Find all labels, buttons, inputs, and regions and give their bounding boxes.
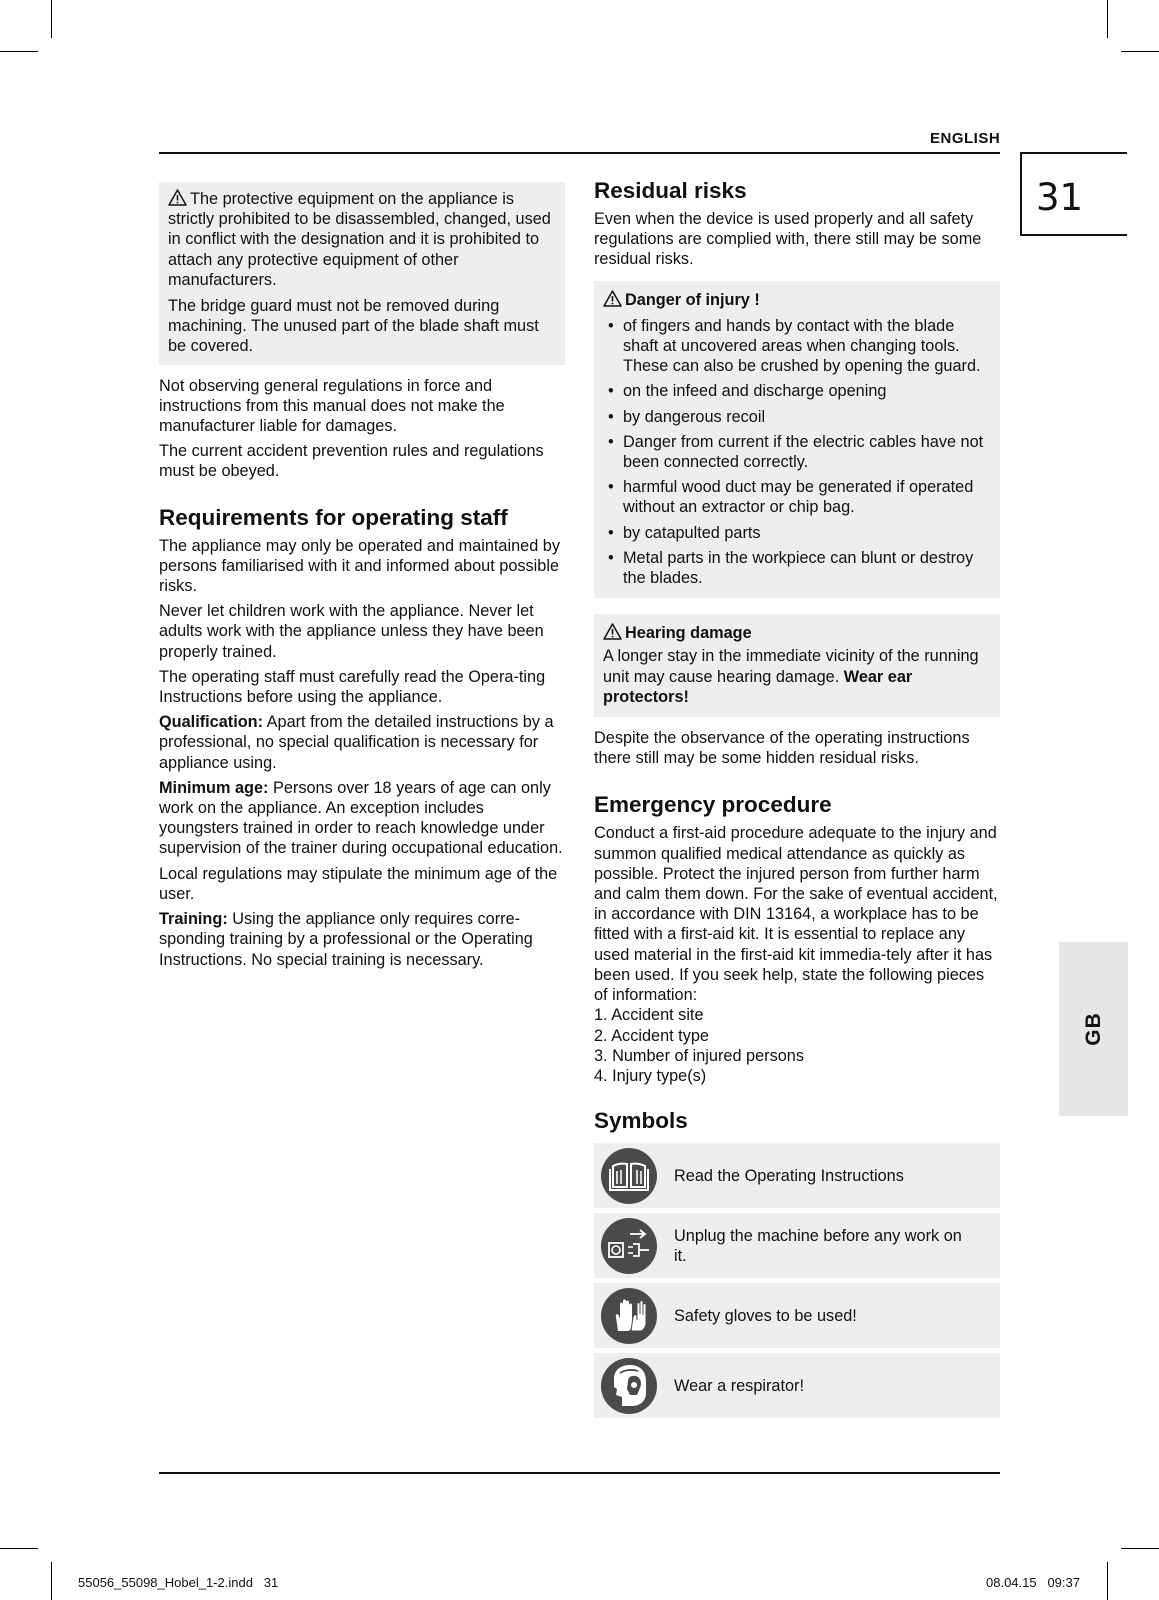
paragraph: Local regulations may stipulate the minimum age of the user. [159, 864, 558, 903]
list-item: • Metal parts in the workpiece can blunt or destroy the blades. [603, 548, 991, 588]
paragraph: Minimum age: Persons over 18 years of age can only work on the appliance. An exception includes youngsters trained in order to reach knowledge under supervision of the trainer during occupational education. [159, 778, 563, 858]
risk-list [603, 316, 991, 588]
crop-mark [0, 1548, 38, 1549]
paragraph: Never let children work with the appliance. Never let adults work with the appliance unless they have been properly trained. [159, 602, 544, 661]
warning-paragraph: The bridge guard must not be removed during machining. The unused part of the blade shaft must be covered. [168, 297, 539, 356]
crop-mark [0, 51, 38, 52]
hearing-text: A longer stay in the immediate vicinity of the running unit may cause hearing damage. Wear ear protectors! [603, 647, 979, 706]
book-icon [600, 1147, 658, 1205]
footer-rule [159, 1472, 1000, 1474]
list-item: • by dangerous recoil [603, 407, 991, 427]
paragraph: The operating staff must carefully read the Opera-ting Instructions before using the appliance. [159, 667, 546, 707]
paragraph: Not observing general regulations in force and instructions from this manual does not make the manufacturer liable for damages. [159, 376, 505, 436]
footer-file: 55056_55098_Hobel_1-2.indd 31 [78, 1575, 279, 1590]
paragraph: Despite the observance of the operating instructions there still may be some hidden residual risks. [594, 729, 970, 768]
hearing-box [594, 614, 1000, 717]
crop-mark [51, 1562, 52, 1600]
section-heading: Residual risks [594, 178, 747, 203]
symbol-text: Safety gloves to be used! [674, 1306, 857, 1325]
symbol-row [594, 1283, 1000, 1348]
symbol-row [594, 1353, 1000, 1418]
footer-date: 08.04.15 09:37 [986, 1575, 1080, 1590]
section-heading: Requirements for operating staff [159, 504, 508, 530]
right-column [594, 178, 1000, 1423]
unplug-icon [600, 1217, 658, 1275]
paragraph: Conduct a first-aid procedure adequate to the injury and summon qualified medical attendance as quickly as possible. Protect the injured person from further harm and calm them down. For the sake of eventual accident, in accordance with DIN 13164, a workplace has to be fitted with a first-aid kit. It is essential to replace any used material in the first-aid kit immedia-tely after it has been used. If you seek help, state the following pieces of information: [594, 824, 998, 1005]
list-item: • of fingers and hands by contact with the blade shaft at uncovered areas when changing tools. These can also be crushed by opening the guard. [603, 316, 991, 377]
info-list [594, 1005, 1000, 1086]
left-column [159, 182, 565, 975]
danger-title: Danger of injury ! [603, 290, 991, 310]
warning-triangle-icon [603, 623, 622, 640]
language-tab [1059, 942, 1128, 1116]
page-number-box [1020, 152, 1127, 236]
warning-box [159, 182, 565, 365]
symbol-row [594, 1213, 1000, 1278]
training-label: Training: [159, 910, 228, 929]
header-rule [159, 152, 1000, 154]
list-item: 2. Accident type [594, 1026, 709, 1045]
list-item: • harmful wood duct may be generated if operated without an extractor or chip bag. [603, 477, 991, 517]
symbol-text: Read the Operating Instructions [674, 1166, 904, 1185]
crop-mark [1107, 0, 1108, 38]
language-tab-label: GB [1081, 1012, 1105, 1046]
crop-mark [51, 0, 52, 38]
crop-mark [1121, 51, 1159, 52]
section-heading: Emergency procedure [594, 792, 832, 818]
crop-mark [1121, 1548, 1159, 1549]
minimum-age-label: Minimum age: [159, 778, 269, 797]
paragraph: Training: Using the appliance only requires corre-sponding training by a professional or the Operating Instructions. No special training is necessary. [159, 910, 533, 969]
hearing-title: Hearing damage [603, 623, 991, 643]
symbol-text: Wear a respirator! [674, 1376, 804, 1395]
hearing-emphasis: Wear ear protectors! [603, 667, 913, 706]
gloves-icon [600, 1287, 658, 1345]
qualification-label: Qualification: [159, 713, 264, 732]
crop-mark [1107, 1562, 1108, 1600]
symbol-row [594, 1143, 1000, 1208]
paragraph: Even when the device is used properly and all safety regulations are complied with, there still may be some residual risks. [594, 210, 982, 269]
paragraph: Qualification: Apart from the detailed instructions by a professional, no special qualification is necessary for appliance using. [159, 713, 554, 772]
warning-paragraph: The protective equipment on the appliance is strictly prohibited to be disassembled, changed, used in conflict with the designation and it is prohibited to attach any protective equipment of other manufacturers. [168, 190, 551, 289]
danger-box [594, 281, 1000, 599]
page-number: 31 [1036, 176, 1084, 219]
symbol-text: Unplug the machine before any work on it. [674, 1226, 962, 1265]
list-item: 1. Accident site [594, 1006, 704, 1025]
list-item: • by catapulted parts [603, 523, 991, 543]
list-item: 3. Number of injured persons [594, 1046, 804, 1065]
list-item: 4. Injury type(s) [594, 1066, 707, 1085]
warning-triangle-icon [168, 189, 187, 206]
paragraph: The current accident prevention rules and regulations must be obeyed. [159, 442, 544, 481]
language-label: ENGLISH [930, 130, 1001, 147]
warning-triangle-icon [603, 290, 622, 307]
paragraph: The appliance may only be operated and maintained by persons familiarised with it and informed about possible risks. [159, 536, 560, 596]
list-item: • on the infeed and discharge opening [603, 381, 991, 401]
list-item: • Danger from current if the electric cables have not been connected correctly. [603, 432, 991, 472]
section-heading: Symbols [594, 1108, 688, 1134]
respirator-icon [600, 1357, 658, 1415]
